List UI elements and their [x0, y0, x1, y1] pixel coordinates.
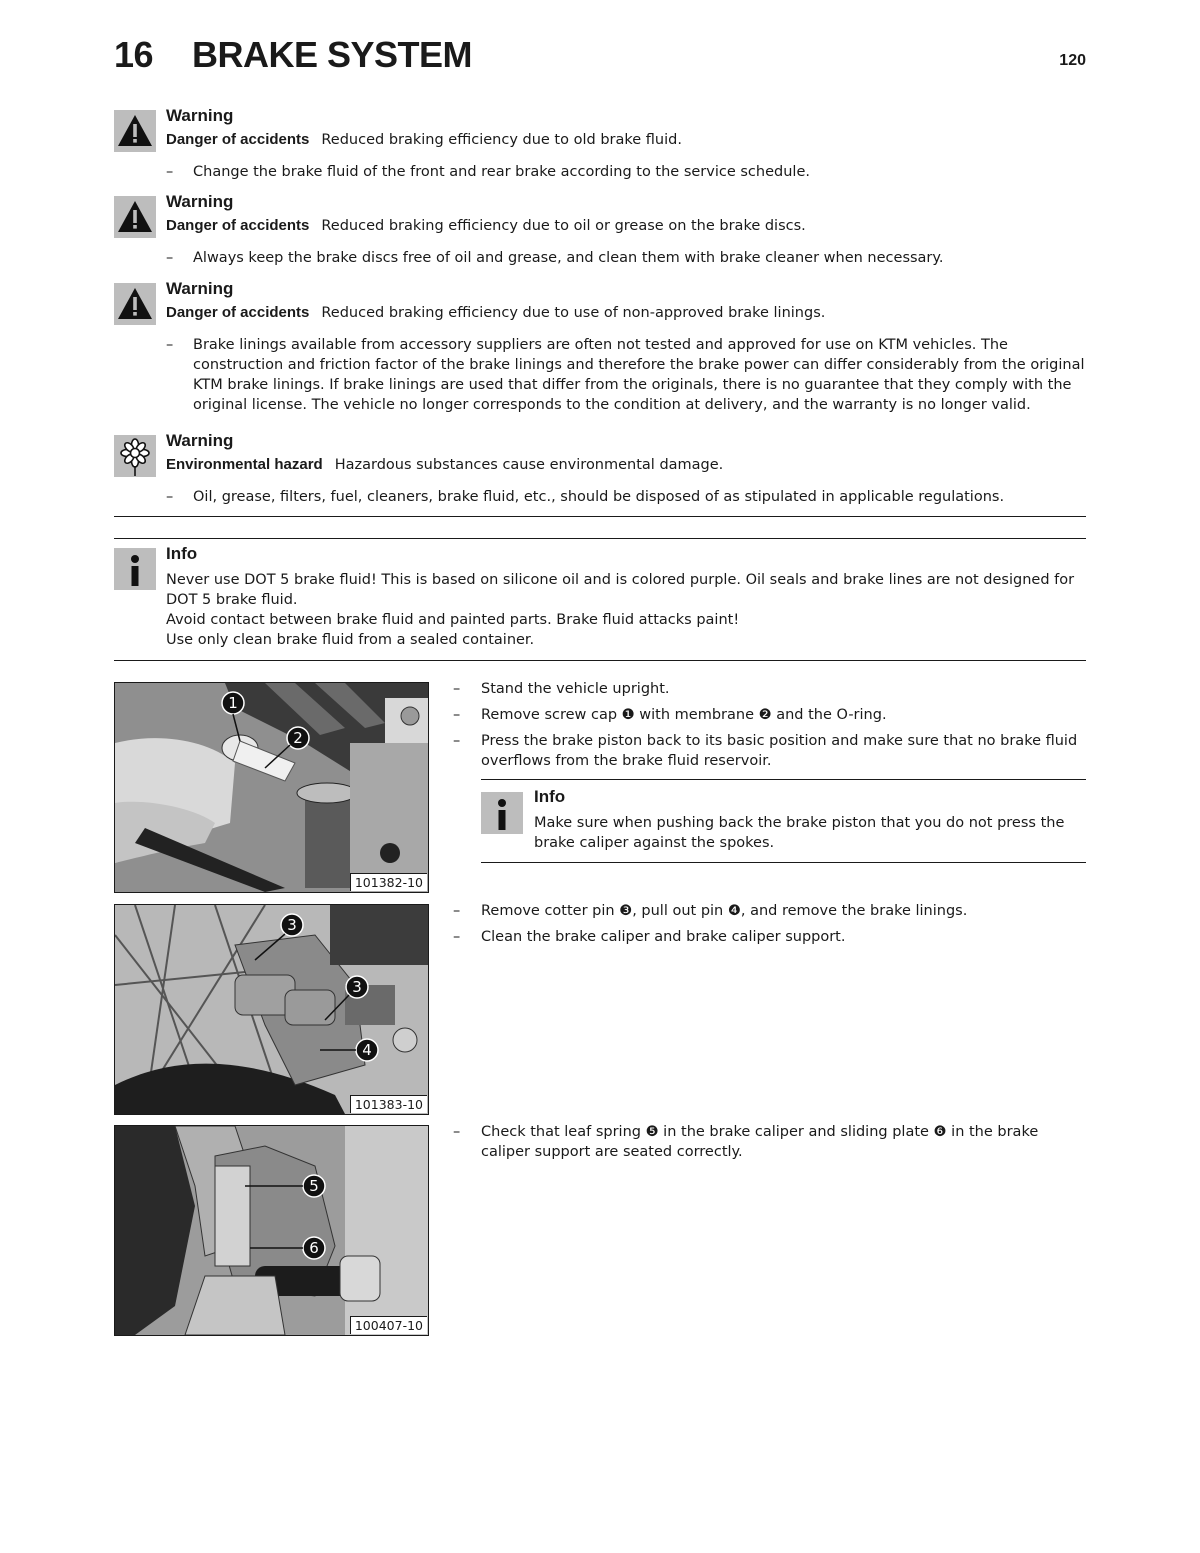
- notice-label: Danger of accidents: [166, 304, 310, 321]
- divider: [114, 660, 1086, 661]
- steps-group-2: [453, 901, 1086, 953]
- notice-label: Danger of accidents: [166, 217, 310, 234]
- info-title: Info: [534, 787, 566, 806]
- notice-text: Hazardous substances cause environmental damage.: [334, 457, 724, 473]
- inner-info-notice: [481, 779, 1086, 863]
- page-header: [114, 34, 1086, 82]
- callout-1: 1: [228, 694, 238, 712]
- warning-triangle-icon: [114, 196, 156, 238]
- divider: [114, 516, 1086, 517]
- notice-title: Warning: [166, 192, 234, 211]
- callout-3-bottom: 3: [352, 978, 362, 996]
- warning-triangle-icon: [114, 283, 156, 325]
- callout-4: 4: [362, 1041, 372, 1059]
- step-item: – Stand the vehicle upright.: [453, 681, 670, 697]
- step-item: – Remove screw cap ❶ with membrane ❷ and the O-ring.: [453, 707, 887, 723]
- photo-screw-cap: [114, 682, 429, 893]
- steps-group-1: [453, 679, 1086, 777]
- environment-flower-icon: [114, 435, 156, 477]
- notice-label: Danger of accidents: [166, 131, 310, 148]
- manual-page: 16 BRAKE SYSTEM 120 Warning Danger of accidents Reduced braking efficiency due to old brake fluid. – Change the brake fluid of the front and rear brake according to the service schedule. Warning Danger of accidents Reduced braking efficiency due to oil or grease on the brake discs. – Always keep the brake discs free of oil and grease, and clean them with brake cleaner when necessary. Warning Danger of accidents Reduced braking efficiency due to use of non-approved brake linings. – Brake linings available from accessory suppliers are often not tested and approved for use on KTM vehicles. The construction and friction factor of the brake linings and therefore the brake power can differ considerably from the original KTM brake linings. If brake linings are used that differ from the originals, there is no guarantee that they comply with the original license. The vehicle no longer corresponds to the condition at delivery, and the warranty is no longer valid. Warning Environmental hazard Hazardous substances cause environmental damage. – Oil, grease, filters, fuel, cleaners, brake fluid, etc., should be disposed of as stipulated in applicable regulations. Info Never use DOT 5 brake fluid! This is based on silicone oil and is colored purple. Oil seals and brake lines are not designed for DOT 5 brake fluid. Avoid contact between brake fluid and painted parts. Brake fluid attacks paint! Use only clean brake fluid from a sealed container. 1 2 101382-10 3 3 4 101383-10 5 6 100407-10 – Stand the vehicle upright. – Remove screw cap ❶ with membrane ❷ and the O-ring. – Press the brake piston back to its basic position and make sure that no brake fluid overflows from the brake fluid reservoir. Info Make sure when pushing back the brake piston that you do not press the brake caliper against the spokes. – Remove cotter pin ❸, pull out pin ❹, and remove the brake linings. – Clean the brake caliper and brake caliper support. – Check that leaf spring ❺ in the brake caliper and sliding plate ❻ in the brake caliper support are seated correctly.: [0, 0, 1200, 1553]
- page-number: 120: [1059, 52, 1086, 69]
- notice-text: Reduced braking efficiency due to old brake fluid.: [321, 132, 682, 148]
- step-item: – Press the brake piston back to its basic position and make sure that no brake fluid overflows from the brake fluid reservoir.: [453, 733, 1078, 769]
- warning-triangle-icon: [114, 110, 156, 152]
- callout-3-top: 3: [287, 916, 297, 934]
- notice-text: Reduced braking efficiency due to use of non-approved brake linings.: [321, 305, 826, 321]
- info-line: Never use DOT 5 brake fluid! This is based on silicone oil and is colored purple. Oil seals and brake lines are not designed for DOT 5 brake fluid.: [166, 572, 1075, 608]
- chapter-number: 16: [114, 34, 154, 75]
- step-item: – Remove cotter pin ❸, pull out pin ❹, and remove the brake linings.: [453, 903, 968, 919]
- step-item: – Check that leaf spring ❺ in the brake caliper and sliding plate ❻ in the brake caliper support are seated correctly.: [453, 1124, 1039, 1160]
- figure-id: 100407-10: [350, 1316, 427, 1334]
- info-line: Use only clean brake fluid from a sealed container.: [166, 632, 535, 648]
- notice-title: Warning: [166, 431, 234, 450]
- info-icon: [114, 548, 156, 590]
- info-text: Make sure when pushing back the brake piston that you do not press the brake caliper against the spokes.: [534, 815, 1065, 851]
- callout-5: 5: [309, 1177, 319, 1195]
- callout-2: 2: [293, 729, 303, 747]
- info-line: Avoid contact between brake fluid and painted parts. Brake fluid attacks paint!: [166, 612, 740, 628]
- notice-title: Warning: [166, 106, 234, 125]
- notice-text: Reduced braking efficiency due to oil or grease on the brake discs.: [321, 218, 806, 234]
- figure-id: 101383-10: [350, 1095, 427, 1113]
- callout-6: 6: [309, 1239, 319, 1257]
- info-icon: [481, 792, 523, 834]
- notice-title: Warning: [166, 279, 234, 298]
- figure-id: 101382-10: [350, 873, 427, 891]
- steps-group-3: [453, 1122, 1086, 1168]
- notice-label: Environmental hazard: [166, 456, 323, 473]
- info-title: Info: [166, 544, 198, 563]
- photo-leaf-spring: [114, 1125, 429, 1336]
- divider: [114, 538, 1086, 539]
- step-item: – Clean the brake caliper and brake caliper support.: [453, 929, 846, 945]
- chapter-title: BRAKE SYSTEM: [192, 34, 473, 75]
- photo-cotter-pin: [114, 904, 429, 1115]
